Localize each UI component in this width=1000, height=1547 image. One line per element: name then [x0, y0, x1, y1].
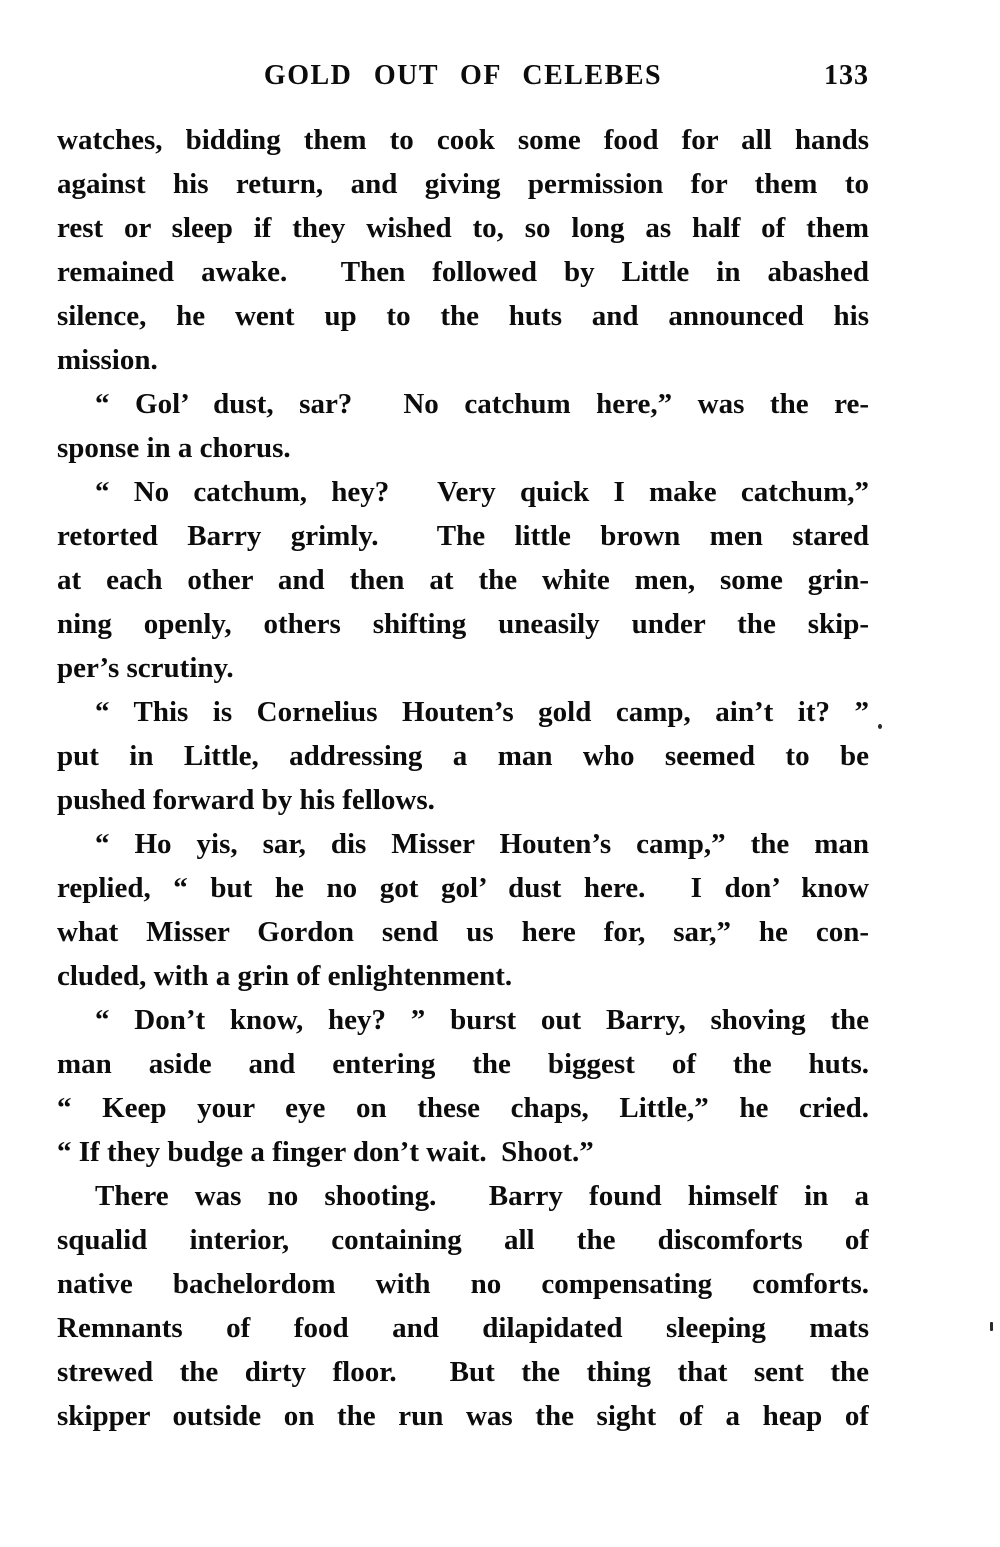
text-line: “ If they budge a finger don’t wait. Shoot.”: [57, 1136, 594, 1168]
text-line: man aside and entering the biggest of the huts.: [57, 1048, 869, 1080]
paragraph: [57, 470, 869, 690]
text-line: There was no shooting. Barry found himself in a: [95, 1180, 869, 1212]
text-line: Remnants of food and dilapidated sleeping mats: [57, 1312, 869, 1344]
paragraph: [57, 690, 869, 822]
text-line: “ Gol’ dust, sar? No catchum here,” was the re-: [95, 388, 869, 420]
text-line: against his return, and giving permission for them to: [57, 168, 869, 200]
text-line: “ Ho yis, sar, dis Misser Houten’s camp,” the man: [95, 828, 869, 860]
text-line: per’s scrutiny.: [57, 652, 234, 684]
text-line: replied, “ but he no got gol’ dust here. I don’ know: [57, 872, 869, 904]
text-line: silence, he went up to the huts and announced his: [57, 300, 869, 332]
text-line: “ Don’t know, hey? ” burst out Barry, shoving the: [95, 1004, 869, 1036]
scan-artifact: [878, 724, 882, 729]
text-line: skipper outside on the run was the sight of a heap of: [57, 1400, 869, 1432]
text-line: ning openly, others shifting uneasily under the skip-: [57, 608, 869, 640]
text-line: “ This is Cornelius Houten’s gold camp, ain’t it? ”: [95, 696, 869, 728]
text-line: watches, bidding them to cook some food for all hands: [57, 124, 869, 156]
text-line: cluded, with a grin of enlightenment.: [57, 960, 513, 992]
text-line: at each other and then at the white men, some grin-: [57, 564, 869, 596]
text-line: retorted Barry grimly. The little brown men stared: [57, 520, 869, 552]
paragraph: [57, 822, 869, 998]
text-line: pushed forward by his fellows.: [57, 784, 435, 816]
paragraph: [57, 998, 869, 1174]
text-line: strewed the dirty floor. But the thing that sent the: [57, 1356, 869, 1388]
scan-artifact: [990, 1322, 993, 1331]
text-line: squalid interior, containing all the discomforts of: [57, 1224, 869, 1256]
running-header: [57, 56, 869, 96]
paragraph: [57, 382, 869, 470]
text-line: what Misser Gordon send us here for, sar,” he con-: [57, 916, 869, 948]
text-line: put in Little, addressing a man who seemed to be: [57, 740, 869, 772]
paragraph: [57, 1174, 869, 1438]
paragraph: [57, 118, 869, 382]
text-line: native bachelordom with no compensating comforts.: [57, 1268, 869, 1300]
text-line: rest or sleep if they wished to, so long as half of them: [57, 212, 869, 244]
page-body: [57, 118, 869, 1438]
text-line: remained awake. Then followed by Little in abashed: [57, 256, 869, 288]
text-line: sponse in a chorus.: [57, 432, 291, 464]
chapter-title: GOLD OUT OF CELEBES: [263, 60, 663, 91]
page-number: 133: [824, 60, 869, 91]
text-line: “ No catchum, hey? Very quick I make catchum,”: [95, 476, 869, 508]
text-line: mission.: [57, 344, 158, 376]
text-line: “ Keep your eye on these chaps, Little,” he cried.: [57, 1092, 869, 1124]
